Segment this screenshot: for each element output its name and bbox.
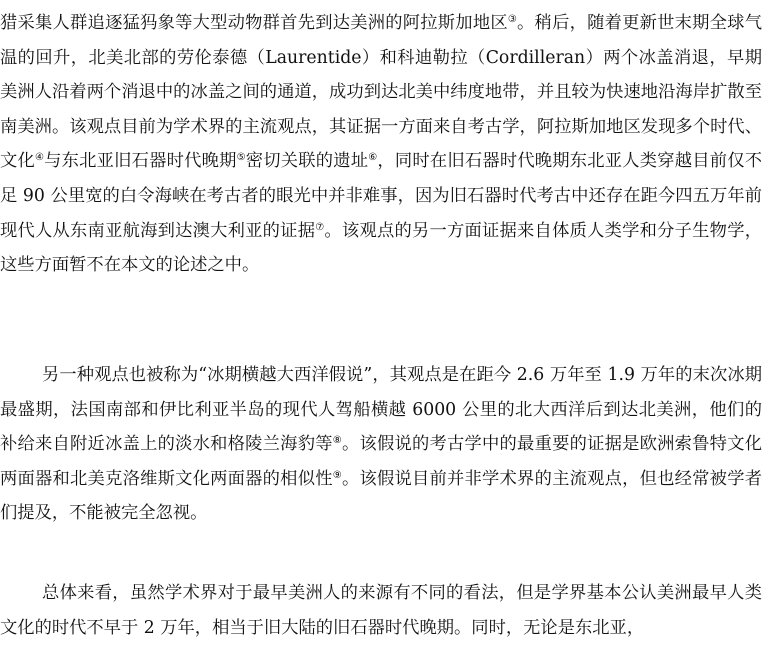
paragraph-1 [0, 6, 762, 283]
text-run: 。该假说目前并非学术界的主流观点，但也经常被学者们提及，不能被完全忽视。 [0, 468, 762, 524]
text-run: 猎采集人群追逐猛犸象等大型动物群首先到达美洲的阿拉斯加地区 [0, 13, 508, 33]
text-run: 与东北亚旧石器时代晚期 [44, 151, 237, 172]
footnote-marker: ⑤ [236, 152, 246, 164]
paragraph-2 [0, 358, 762, 531]
text-run: 密切关联的遗址 [245, 151, 369, 172]
text-run: ，同时在旧石器时代晚期东北亚人类穿越目前仅不足 90 公里宽的白令海峡在考古者的眼光中并非难事，因为旧石器时代考古中还存在距今四五万年前现代人从东南亚航海到达澳大利亚的证据 [0, 151, 762, 241]
footnote-marker: ⑧ [332, 435, 342, 447]
text-run: 。该假说的考古学中的最重要的证据是欧洲索鲁特文化两面器和北美克洛维斯文化两面器的相似性 [0, 434, 762, 489]
footnote-marker: ⑨ [332, 469, 342, 481]
footnote-marker: ⑦ [315, 221, 325, 233]
text-run: 另一种观点也被称为“冰期横越大西洋假说”，其观点是在距今 2.6 万年至 1.9 万年的末次冰期最盛期，法国南部和伊比利亚半岛的现代人驾船横越 6000 公里的北大西洋后到达北美洲，他们的补给来自附近冰盖上的淡水和格陵兰海豹等 [0, 365, 762, 455]
text-run: 。该观点的另一方面证据来自体质人类学和分子生物学，这些方面暂不在本文的论述之中。 [0, 220, 762, 276]
footnote-marker: ④ [34, 152, 45, 164]
text-run: 。稍后，随着更新世末期全球气温的回升，北美北部的劳伦泰德（Laurentide）和科迪勒拉（Cordilleran）两个冰盖消退，早期美洲人沿着两个消退中的冰盖之间的通道，成功到达北美中纬度地带，并且较为快速地沿海岸扩散至南美洲。该观点目前为学术界的主流观点，其证据一方面来自考古学，阿拉斯加地区发现多个时代、文化 [0, 13, 762, 172]
text-run: 总体来看，虽然学术界对于最早美洲人的来源有不同的看法，但是学界基本公认美洲最早人类文化的时代不早于 2 万年，相当于旧大陆的旧石器时代晚期。同时，无论是东北亚， [0, 583, 762, 638]
footnote-marker: ③ [507, 14, 518, 25]
footnote-marker: ⑥ [368, 152, 378, 164]
paragraph-3 [0, 576, 762, 645]
